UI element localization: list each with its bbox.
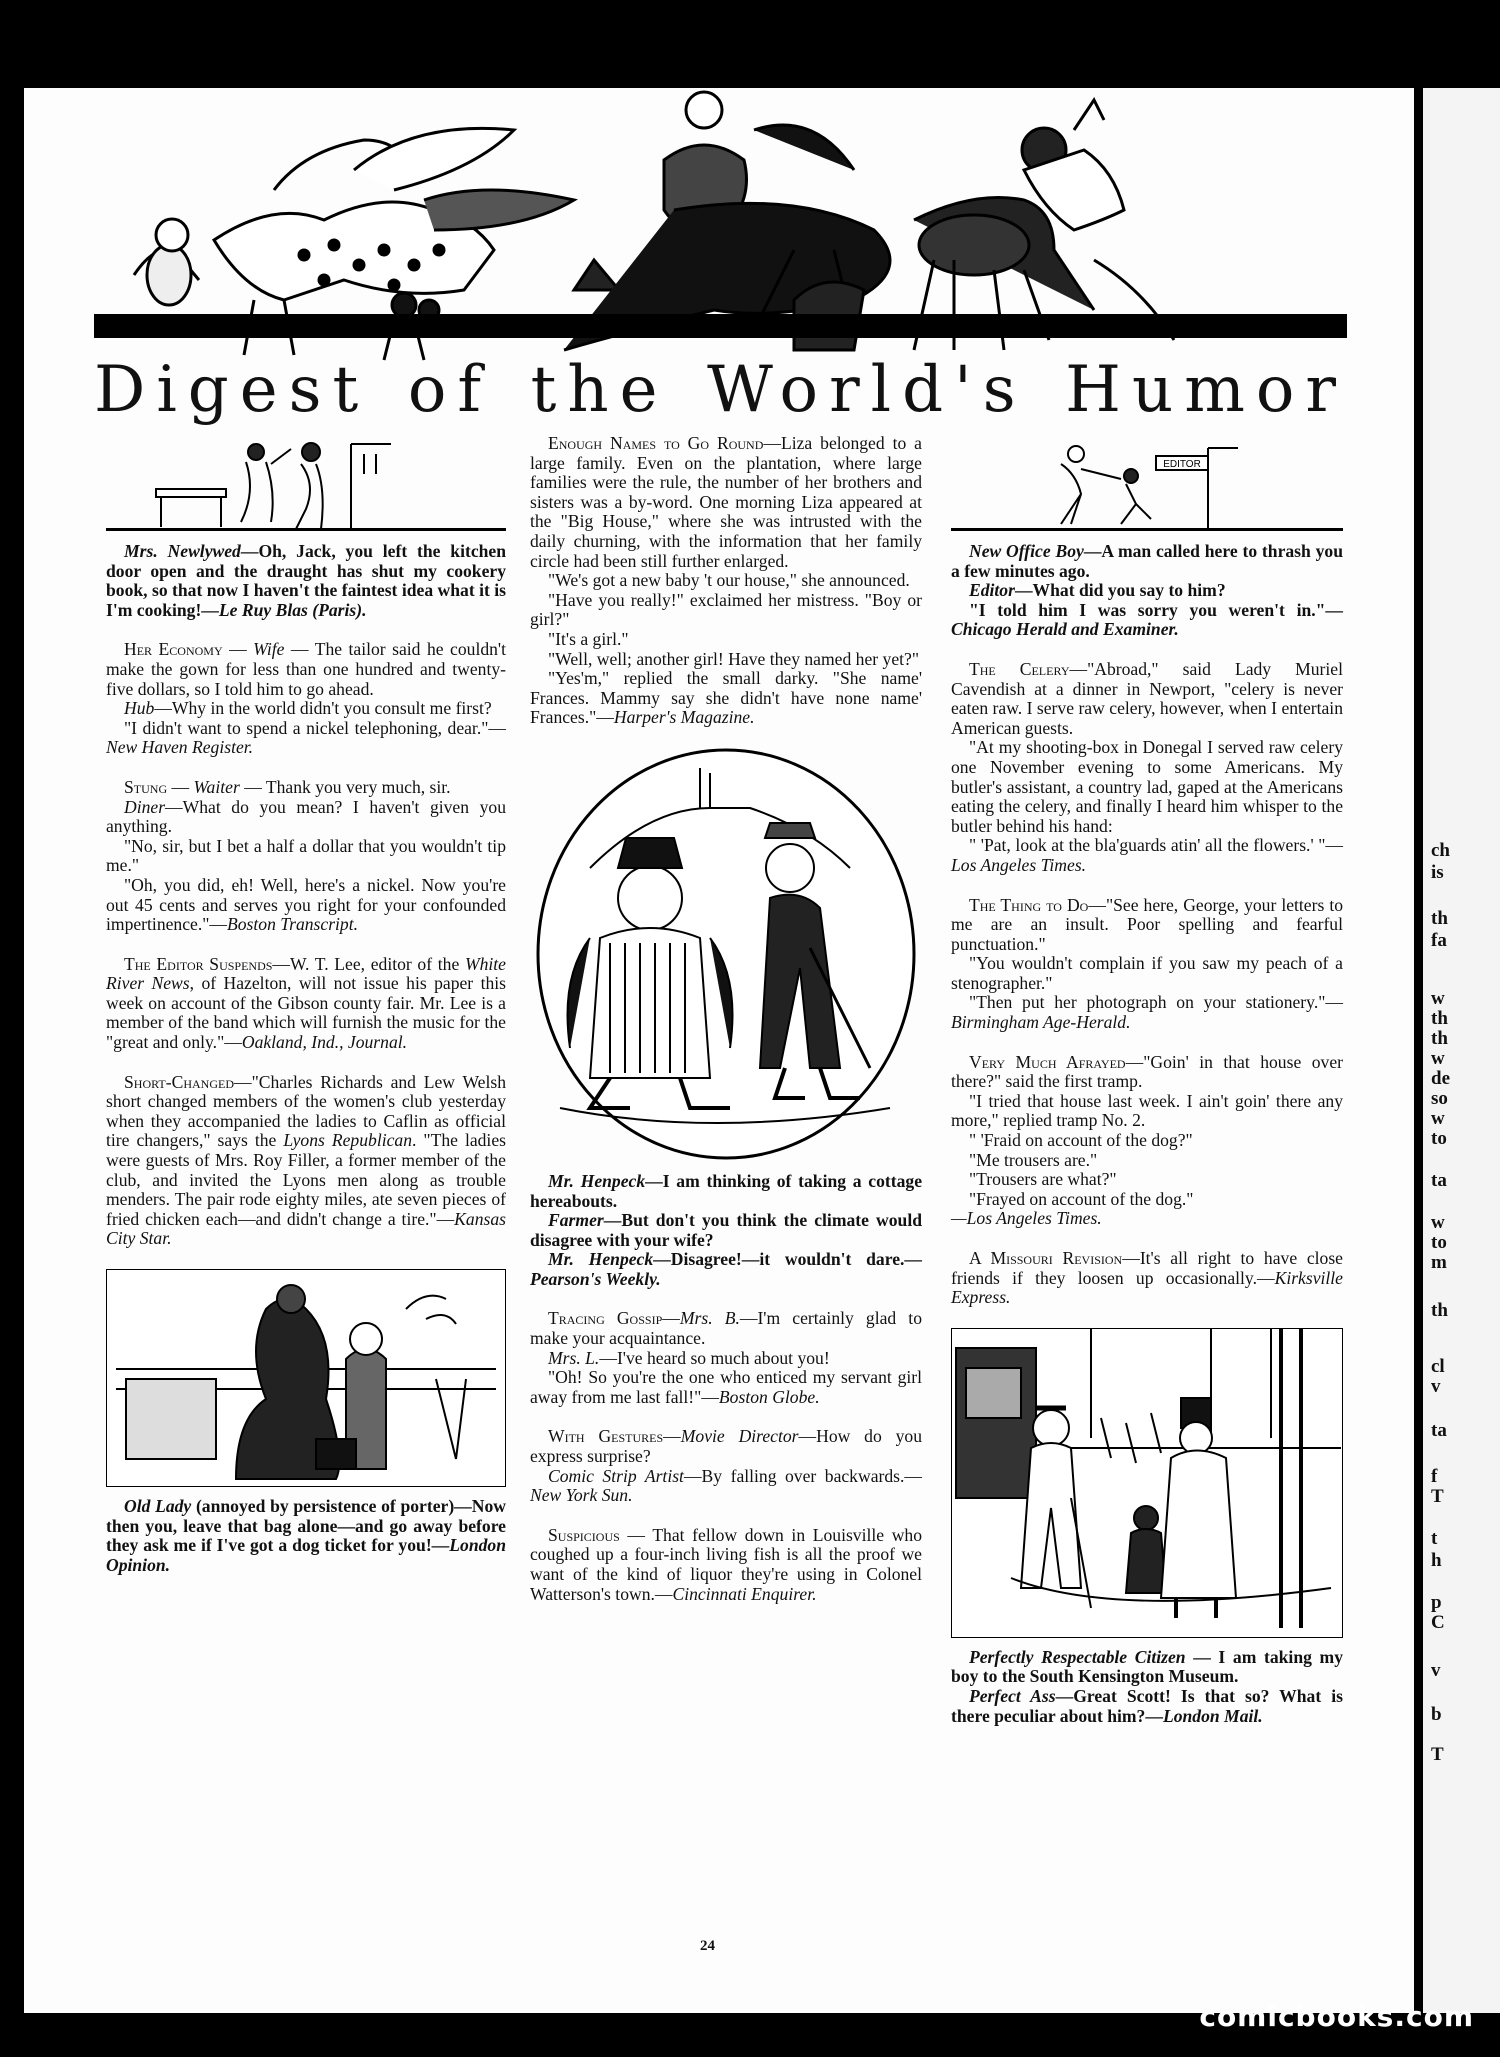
joke-with-gestures: With Gestures—Movie Director—How do you express surprise? Comic Strip Artist—By falling over backwards.—New York Sun. — [530, 1426, 922, 1506]
speaker: Perfect Ass — [969, 1685, 1056, 1706]
text: "It's a girl." — [548, 628, 629, 649]
adjacent-page-fragment: th — [1431, 908, 1448, 929]
adjacent-page-fragment: so — [1431, 1088, 1448, 1109]
dialogue: (annoyed by persistence of porter)—Now then you, leave that bag alone—and go away before they ask me if I've got a dog ticket for you!— — [106, 1496, 506, 1556]
speaker: Mrs. L. — [548, 1347, 600, 1368]
text: —"Goin' in that house over there?" said the first tramp. — [951, 1051, 1343, 1092]
joke-heading: With Gestures — [548, 1426, 664, 1447]
text: . "The ladies were guests of Mrs. Roy Filler, a former member of the club, and invited the Lyons men along as trouble menders. The pair rode eighty miles, ate seven pieces of fried chicken each—and didn't change a tire."— — [106, 1130, 506, 1229]
speaker: Mr. Henpeck — [548, 1170, 646, 1191]
speaker: Movie Director — [680, 1426, 799, 1447]
publication: Lyons Republican — [283, 1130, 412, 1151]
joke-editor-suspends — [106, 955, 506, 1053]
adjacent-page-fragment: cl — [1431, 1356, 1445, 1377]
watermark: comicbooks.com — [1199, 2000, 1474, 2033]
source: Cincinnati Enquirer. — [672, 1583, 817, 1604]
text: —Liza belonged to a large family. Even on the plantation, where large families were the rule, the number of her brothers and sisters was a by-word. One morning Liza appeared at the "Big House," where she was intrusted with the daily churning, with the information that her family circle had been still further enlarged. — [530, 433, 922, 571]
text: —I've heard so much about you! — [599, 1347, 830, 1368]
newlywed-kitchen-illustration — [106, 434, 506, 532]
joke-heading: Short-Changed — [124, 1071, 234, 1092]
joke-heading: The Thing to Do — [969, 894, 1089, 915]
source: Birmingham Age-Herald. — [951, 1012, 1131, 1033]
joke-stung: Stung — Waiter — Thank you very much, sir. Diner—What do you mean? I haven't given you anything. "No, sir, but I bet a half a dollar that you wouldn't tip me." "Oh, you did, eh! Well, here's a nickel. Now you're out 45 cents and serves you right for your confounded impertinence."—Boston Transcript. — [106, 776, 506, 935]
office-boy-illustration — [951, 434, 1343, 532]
source: Chicago Herald and Examiner. — [951, 619, 1179, 640]
text: —"Charles Richards and Lew Welsh short changed members of the women's club yesterday when they accompanied the ladies to Caflin as official tire changers," says the — [106, 1071, 506, 1151]
dialogue: — I am taking my boy to the South Kensington Museum. — [951, 1646, 1343, 1687]
text: —Why in the world didn't you consult me first? — [154, 698, 492, 719]
joke-suspicious — [530, 1526, 922, 1604]
henpeck-caption — [530, 1172, 922, 1290]
speaker: New Office Boy — [969, 541, 1084, 561]
adjacent-page-fragment: C — [1431, 1612, 1445, 1633]
joke-the-celery — [951, 660, 1343, 876]
joke-tracing-gossip: Tracing Gossip—Mrs. B.—I'm certainly glad to make your acquaintance. Mrs. L.—I've heard so much about you! "Oh! So you're the one who enticed my servant girl away from me last fall!"—Boston Globe. — [530, 1308, 922, 1407]
newlywed-caption — [106, 542, 506, 620]
source: Kirksville Express. — [951, 1267, 1343, 1308]
publication: White River News — [106, 953, 506, 994]
column-1 — [106, 430, 506, 1595]
adjacent-page-fragment: ta — [1431, 1420, 1447, 1441]
speaker: Mrs. Newlywed — [124, 541, 241, 561]
text: "Have you really!" exclaimed her mistress. "Boy or girl?" — [530, 589, 922, 630]
joke-heading: Very Much Afrayed — [969, 1051, 1126, 1072]
text: — The tailor said he couldn't make the gown for less than one hundred and twenty-five dollars, so I told him to go ahead. — [106, 639, 506, 699]
dialogue: —A man called here to thrash you a few minutes ago. — [951, 541, 1343, 581]
joke-short-changed — [106, 1073, 506, 1249]
adjacent-page-fragment: m — [1431, 1252, 1447, 1273]
adjacent-page-fragment: T — [1431, 1744, 1444, 1765]
title-word: Humor — [1065, 353, 1347, 427]
adjacent-page-fragment: p — [1431, 1592, 1442, 1613]
adjacent-page-fragment: h — [1431, 1550, 1442, 1571]
adjacent-page-fragment: to — [1431, 1128, 1447, 1149]
adjacent-page-fragment: w — [1431, 1048, 1445, 1069]
adjacent-page-fragment: de — [1431, 1068, 1450, 1089]
joke-thing-to-do — [951, 896, 1343, 1033]
adjacent-page-fragment: b — [1431, 1704, 1442, 1725]
joke-heading: Her Economy — [124, 639, 223, 660]
text: "Frayed on account of the dog." — [969, 1188, 1194, 1209]
text: "Me trousers are." — [969, 1149, 1098, 1170]
adjacent-page-fragment: T — [1431, 1486, 1444, 1507]
speaker: Editor — [969, 580, 1015, 601]
page-title — [94, 350, 1347, 430]
adjacent-page-fragment: ta — [1431, 1170, 1447, 1191]
text: " 'Pat, look at the bla'guards atin' all the flowers.' "— — [969, 835, 1343, 856]
source: Harper's Magazine. — [613, 707, 755, 728]
joke-heading: The Celery — [969, 658, 1070, 679]
text: , of Hazelton, will not issue his paper this week on account of the Gibson county fair. Mr. Lee is a member of the band which will furnish the music for the "great and only."— — [106, 973, 506, 1053]
adjacent-page-fragment: w — [1431, 988, 1445, 1009]
joke-heading: Enough Names to Go Round — [548, 433, 764, 453]
dialogue: —What did you say to him? — [1014, 580, 1226, 601]
joke-enough-names — [530, 434, 922, 728]
adjacent-page-fragment: ch — [1431, 840, 1450, 861]
text: —By falling over backwards.— — [683, 1465, 922, 1486]
old-lady-caption — [106, 1497, 506, 1575]
dialogue: "I told him I was sorry you weren't in."— — [969, 599, 1343, 620]
text: — — [222, 639, 254, 660]
adjacent-page-fragment: v — [1431, 1376, 1441, 1397]
speaker: Hub — [124, 698, 155, 719]
adjacent-page-fragment: t — [1431, 1528, 1438, 1549]
joke-her-economy — [106, 640, 506, 758]
adjacent-page-fragment: is — [1431, 862, 1444, 883]
text: "Oh! So you're the one who enticed my servant girl away from me last fall!"— — [530, 1367, 922, 1407]
speaker: Mrs. B. — [679, 1308, 740, 1329]
text: "I tried that house last week. I ain't goin' there any more," replied tramp No. 2. — [951, 1090, 1343, 1131]
joke-heading: The Editor Suspends — [124, 953, 273, 974]
adjacent-page-fragment: w — [1431, 1212, 1445, 1233]
text: "Oh, you did, eh! Well, here's a nickel. Now you're out 45 cents and serves you right for your confounded impertinence."— — [106, 874, 506, 935]
text: "Well, well; another girl! Have they named her yet?" — [548, 648, 920, 669]
text: —I'm certainly glad to make your acquaintance. — [530, 1308, 922, 1349]
text: —"Abroad," said Lady Muriel Cavendish at a dinner in Newport, "celery is never eaten raw. I serve raw celery, however, when I entertain American guests. — [951, 658, 1343, 738]
adjacent-page-fragment: to — [1431, 1232, 1447, 1253]
text: "We's got a new baby 't our house," she announced. — [548, 570, 910, 591]
dialogue: —Disagree!—it wouldn't dare.— — [653, 1249, 922, 1270]
dialogue: —But don't you think the climate would disagree with your wife? — [530, 1210, 922, 1250]
dialogue: —Great Scott! Is that so? What is there peculiar about him?— — [951, 1685, 1343, 1726]
text: —What do you mean? I haven't given you anything. — [106, 796, 506, 837]
henpeck-farmer-illustration — [530, 748, 922, 1162]
text: — Thank you very much, sir. — [239, 776, 451, 797]
office-boy-caption — [951, 542, 1343, 640]
title-word: Digest — [94, 353, 370, 427]
adjacent-page-edge — [1420, 88, 1500, 2013]
source: New Haven Register. — [106, 737, 254, 758]
column-3 — [951, 430, 1343, 1746]
text: "Trousers are what?" — [969, 1169, 1117, 1190]
speaker: Waiter — [193, 776, 240, 797]
title-word: the — [530, 353, 669, 427]
banner-rule — [94, 314, 1347, 338]
speaker: Diner — [124, 796, 166, 817]
text: —W. T. Lee, editor of the — [272, 953, 465, 974]
text: "No, sir, but I bet a half a dollar that you wouldn't tip me." — [106, 835, 506, 876]
speaker: Farmer — [548, 1210, 604, 1231]
speaker: Old Lady — [124, 1496, 192, 1516]
text: "At my shooting-box in Donegal I served raw celery one November evening to some Americans. My butler's assistant, a country lad, gaped at the Americans eating the celery, and finally I heard him whisper to the butler behind his hand: — [951, 737, 1343, 836]
mythical-procession-illustration — [94, 50, 1347, 390]
source: —Los Angeles Times. — [951, 1208, 1102, 1229]
railway-porter-illustration — [106, 1269, 506, 1487]
text: — That fellow down in Louisville who coughed up a four-inch living fish is all the proof we want of the kind of liquor they're using in Colonel Watterson's town.— — [530, 1524, 922, 1604]
text: —It's all right to have close friends if they loosen up occasionally.— — [951, 1248, 1343, 1288]
source: Kansas City Star. — [106, 1208, 506, 1249]
speaker: Comic Strip Artist — [548, 1465, 684, 1486]
joke-heading: Stung — [124, 776, 168, 797]
text: "Yes'm," replied the small darky. "She name' Frances. Mammy say she didn't have none name' Frances."— — [530, 668, 922, 728]
source: New York Sun. — [530, 1485, 633, 1506]
joke-very-much-afrayed — [951, 1053, 1343, 1229]
dialogue: —I am thinking of taking a cottage hereabouts. — [530, 1170, 922, 1211]
source: Le Ruy Blas (Paris). — [218, 599, 367, 620]
joke-heading: Tracing Gossip — [548, 1308, 663, 1329]
text: —How do you express surprise? — [530, 1426, 922, 1467]
joke-heading: A Missouri Revision — [969, 1248, 1123, 1268]
source: London Opinion. — [106, 1535, 506, 1575]
title-word: World's — [707, 353, 1027, 427]
page-number: 24 — [700, 1938, 715, 1954]
dialogue: —Oh, Jack, you left the kitchen door open and the draught has shut my cookery book, so that now I haven't the faintest idea what it is I'm cooking!— — [106, 541, 507, 620]
text: "Then put her photograph on your stationery."— — [969, 992, 1343, 1013]
source: London Mail. — [1162, 1705, 1263, 1726]
museum-illustration — [951, 1328, 1343, 1638]
source: Boston Globe. — [718, 1386, 820, 1407]
text: "I didn't want to spend a nickel telephoning, dear."— — [124, 717, 506, 738]
adjacent-page-fragment: w — [1431, 1108, 1445, 1129]
text: " 'Fraid on account of the dog?" — [969, 1130, 1193, 1151]
adjacent-page-fragment: fa — [1431, 930, 1447, 951]
door-sign: EDITOR — [1163, 459, 1201, 470]
text: —"See here, George, your letters to me are an insult. Poor spelling and fearful punctuation." — [951, 894, 1344, 954]
adjacent-page-fragment: f — [1431, 1466, 1438, 1487]
adjacent-page-fragment: v — [1431, 1660, 1441, 1681]
speaker: Wife — [253, 639, 285, 660]
adjacent-page-fragment: th — [1431, 1300, 1448, 1321]
joke-missouri-revision — [951, 1249, 1343, 1308]
joke-heading: Suspicious — [548, 1524, 620, 1545]
adjacent-page-fragment: th — [1431, 1008, 1448, 1029]
speaker: Mr. Henpeck — [548, 1249, 654, 1270]
column-2 — [530, 434, 922, 1624]
source: Los Angeles Times. — [951, 854, 1087, 875]
speaker: Perfectly Respectable Citizen — [969, 1646, 1186, 1667]
text: "You wouldn't complain if you saw my peach of a stenographer." — [951, 953, 1343, 993]
source: Oakland, Ind., Journal. — [241, 1032, 408, 1053]
adjacent-page-fragment: th — [1431, 1028, 1448, 1049]
source: Boston Transcript. — [227, 914, 359, 935]
title-word: of — [407, 353, 493, 427]
source: Pearson's Weekly. — [530, 1268, 661, 1289]
museum-caption — [951, 1648, 1343, 1726]
